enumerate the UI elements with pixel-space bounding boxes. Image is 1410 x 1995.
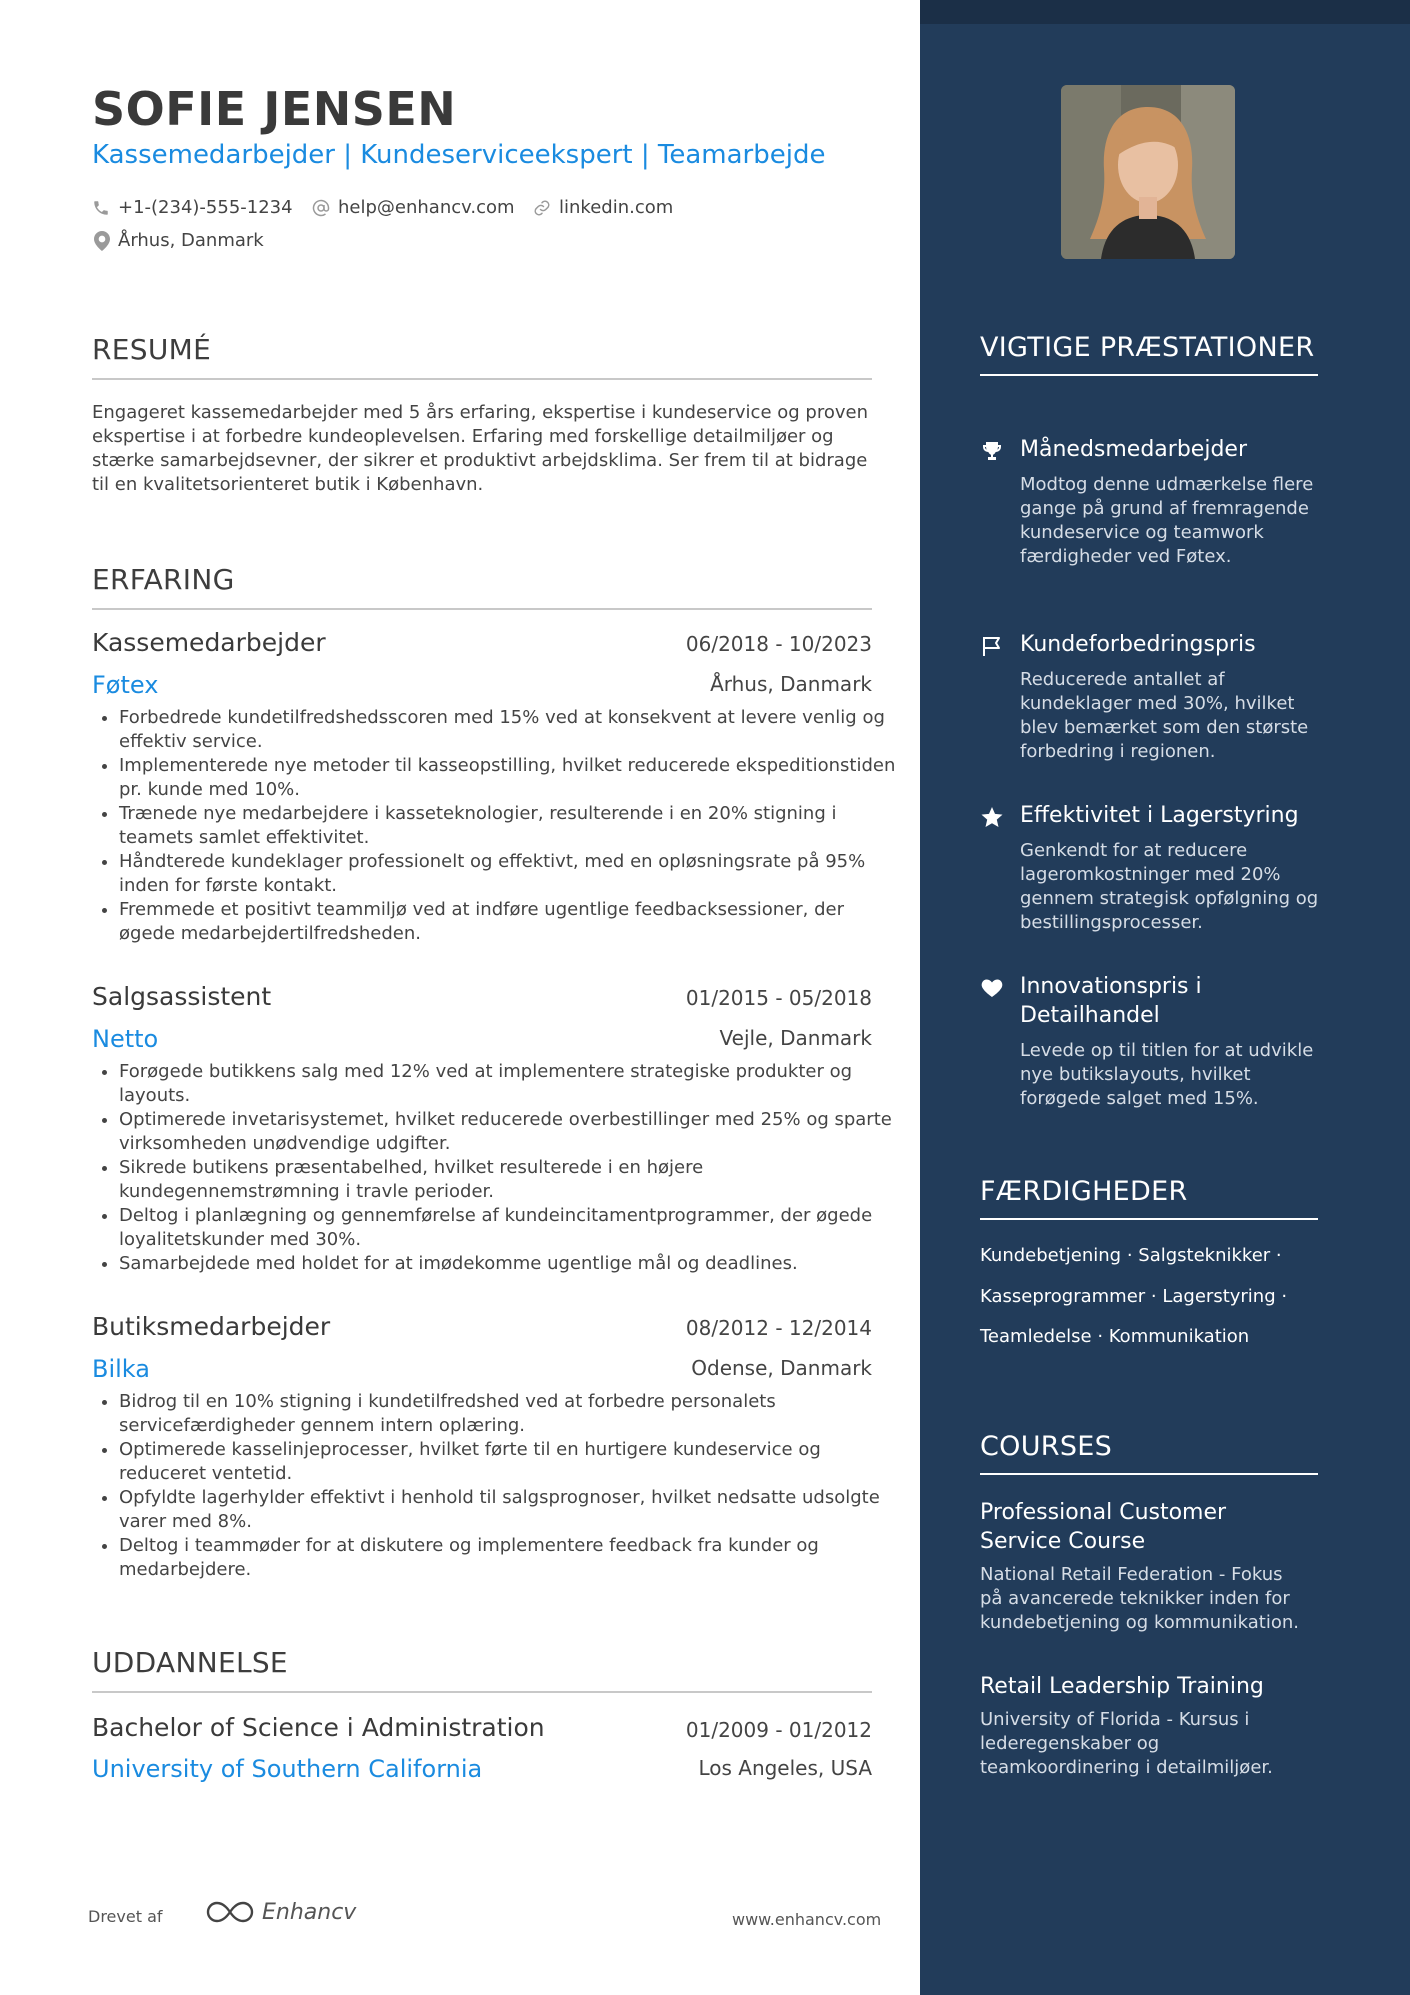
job-bullet: • Samarbejdede med holdet for at imødekomme ugentlige mål og deadlines. bbox=[119, 1252, 899, 1276]
achievements-section-title: VIGTIGE PRÆSTATIONER bbox=[980, 330, 1318, 376]
job-location: Århus, Danmark bbox=[710, 672, 872, 696]
job-bullet: • Implementerede nye metoder til kasseopstilling, hvilket reducerede ekspeditionstiden pr. kunde med 10%. bbox=[119, 754, 899, 802]
contact-linkedin[interactable] bbox=[533, 197, 673, 218]
job-company[interactable]: Føtex bbox=[92, 671, 159, 699]
courses-section-title: COURSES bbox=[980, 1429, 1318, 1475]
enhancv-logo[interactable] bbox=[206, 1899, 356, 1925]
job-bullet: • Bidrog til en 10% stigning i kundetilfredshed ved at forbedre personalets servicefærdigheder gennem intern oplæring. bbox=[119, 1390, 899, 1438]
education-dates: 01/2009 - 01/2012 bbox=[685, 1718, 872, 1742]
job-bullets bbox=[92, 1060, 899, 1276]
job-dates: 01/2015 - 05/2018 bbox=[685, 986, 872, 1010]
job-bullet: • Forbedrede kundetilfredshedsscoren med 15% ved at konsekvent at levere venlig og effektiv service. bbox=[119, 706, 899, 754]
summary-text: Engageret kassemedarbejder med 5 års erfaring, ekspertise i kundeservice og proven ekspertise i at forbedre kundeoplevelsen. Erfaring med forskellige detailmiljøer og stærke samarbejdsevner, der sikrer et produktivt arbejdsklima. Ser frem til at bidrage til en kvalitetsorienteret butik i København. bbox=[92, 402, 868, 495]
job-bullet: • Forøgede butikkens salg med 12% ved at implementere strategiske produkter og layouts. bbox=[119, 1060, 899, 1108]
contact-location bbox=[94, 230, 264, 251]
summary-section-title: RESUMÉ bbox=[92, 333, 872, 380]
course-desc: University of Florida - Kursus i lederegenskaber og teamkoordinering i detailmiljøer. bbox=[980, 1709, 1273, 1778]
phone-icon bbox=[92, 199, 110, 217]
infinity-logo-icon bbox=[206, 1899, 254, 1925]
skills-line: Kasseprogrammer · Lagerstyring · bbox=[980, 1286, 1288, 1307]
job-dates: 08/2012 - 12/2014 bbox=[685, 1316, 872, 1340]
job-bullets bbox=[92, 706, 899, 946]
at-icon bbox=[312, 199, 330, 217]
job-bullet: • Deltog i planlægning og gennemførelse af kundeincitamentprogrammer, der øgede loyalitetskunder med 30%. bbox=[119, 1204, 899, 1252]
achievement-title: Månedsmedarbejder bbox=[1020, 437, 1247, 462]
job-bullet: • Deltog i teammøder for at diskutere og implementere feedback fra kunder og medarbejdere. bbox=[119, 1534, 899, 1582]
candidate-headline: Kassemedarbejder | Kundeserviceekspert | Teamarbejde bbox=[92, 140, 826, 170]
sidebar-top-band bbox=[920, 0, 1410, 24]
phone-text: +1-(234)-555-1234 bbox=[118, 197, 293, 218]
location-pin-icon bbox=[94, 231, 110, 251]
trophy-icon bbox=[980, 439, 1004, 463]
education-section-title: UDDANNELSE bbox=[92, 1646, 872, 1693]
avatar bbox=[1061, 85, 1235, 259]
email-text: help@enhancv.com bbox=[338, 197, 515, 218]
job-bullet: • Optimerede invetarisystemet, hvilket reducerede overbestillinger med 25% og sparte virksomheden unødvendige udgifter. bbox=[119, 1108, 899, 1156]
job-bullet: • Optimerede kasselinjeprocesser, hvilket førte til en hurtigere kundeservice og reduceret ventetid. bbox=[119, 1438, 899, 1486]
job-location: Vejle, Danmark bbox=[719, 1026, 872, 1050]
heart-icon bbox=[980, 976, 1004, 1000]
skills-section-title: FÆRDIGHEDER bbox=[980, 1174, 1318, 1220]
job-company[interactable]: Bilka bbox=[92, 1355, 150, 1383]
footer-url[interactable]: www.enhancv.com bbox=[732, 1910, 882, 1929]
course-title: Retail Leadership Training bbox=[980, 1674, 1264, 1699]
achievement-desc: Modtog denne udmærkelse flere gange på grund af fremragende kundeservice og teamwork færdigheder ved Føtex. bbox=[1020, 474, 1314, 567]
education-location: Los Angeles, USA bbox=[698, 1756, 872, 1780]
job-dates: 06/2018 - 10/2023 bbox=[685, 632, 872, 656]
job-bullet: • Opfyldte lagerhylder effektivt i henhold til salgsprognoser, hvilket nedsatte udsolgte varer med 8%. bbox=[119, 1486, 899, 1534]
flag-icon bbox=[980, 634, 1004, 658]
contact-email[interactable] bbox=[312, 197, 515, 218]
achievement-title: Innovationspris i Detailhandel bbox=[1020, 974, 1202, 1028]
education-degree: Bachelor of Science i Administration bbox=[92, 1713, 545, 1742]
location-text: Århus, Danmark bbox=[118, 230, 264, 251]
experience-section-title: ERFARING bbox=[92, 563, 872, 610]
achievement-desc: Genkendt for at reducere lageromkostninger med 20% gennem strategisk opfølgning og bestillingsprocesser. bbox=[1020, 840, 1319, 933]
job-bullets bbox=[92, 1390, 899, 1582]
job-bullet: • Trænede nye medarbejdere i kasseteknologier, resulterende i en 20% stigning i teamets samlet effektivitet. bbox=[119, 802, 899, 850]
skills-line: Teamledelse · Kommunikation bbox=[980, 1326, 1250, 1347]
candidate-name: SOFIE JENSEN bbox=[92, 82, 457, 136]
course-title: Professional Customer Service Course bbox=[980, 1500, 1227, 1554]
achievement-title: Kundeforbedringspris bbox=[1020, 632, 1256, 657]
education-school[interactable]: University of Southern California bbox=[92, 1755, 483, 1783]
course-desc: National Retail Federation - Fokus på avancerede teknikker inden for kundebetjening og kommunikation. bbox=[980, 1564, 1299, 1633]
star-icon bbox=[980, 805, 1004, 829]
footer-brand: Enhancv bbox=[262, 1899, 357, 1925]
job-title: Butiksmedarbejder bbox=[92, 1312, 331, 1341]
job-bullet: • Sikrede butikens præsentabelhed, hvilket resulterede i en højere kundegennemstrømning i travle perioder. bbox=[119, 1156, 899, 1204]
job-bullet: • Håndterede kundeklager professionelt og effektivt, med en opløsningsrate på 95% inden for første kontakt. bbox=[119, 850, 899, 898]
job-location: Odense, Danmark bbox=[691, 1356, 872, 1380]
job-bullet: • Fremmede et positivt teammiljø ved at indføre ugentlige feedbacksessioner, der øgede medarbejdertilfredsheden. bbox=[119, 898, 899, 946]
achievement-title: Effektivitet i Lagerstyring bbox=[1020, 803, 1299, 828]
profile-photo bbox=[1061, 85, 1235, 259]
contact-phone[interactable] bbox=[92, 197, 293, 218]
job-company[interactable]: Netto bbox=[92, 1025, 159, 1053]
job-title: Salgsassistent bbox=[92, 982, 272, 1011]
link-icon bbox=[533, 199, 551, 217]
footer-powered-by: Drevet af bbox=[88, 1907, 163, 1926]
achievement-desc: Reducerede antallet af kundeklager med 30%, hvilket blev bemærket som den største forbedring i regionen. bbox=[1020, 669, 1309, 762]
job-title: Kassemedarbejder bbox=[92, 628, 326, 657]
skills-line: Kundebetjening · Salgsteknikker · bbox=[980, 1245, 1282, 1266]
achievement-desc: Levede op til titlen for at udvikle nye butikslayouts, hvilket forøgede salget med 15%. bbox=[1020, 1040, 1314, 1109]
linkedin-text: linkedin.com bbox=[559, 197, 674, 218]
